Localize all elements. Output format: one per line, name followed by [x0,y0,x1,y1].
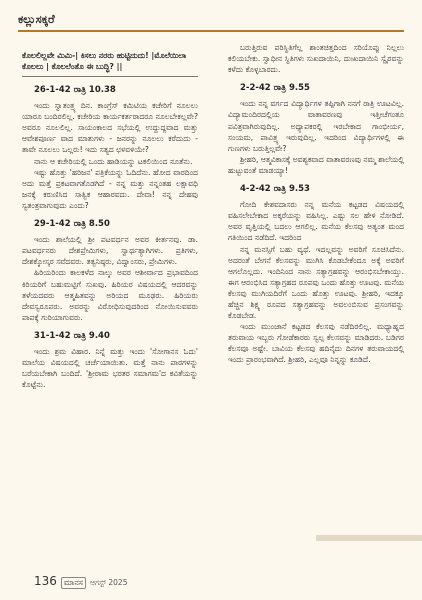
heading-divider [22,76,198,77]
entry-date: 29-1-42 ರಾತ್ರಿ 8.50 [34,219,110,230]
continued-paragraph: ಬರುತ್ತಿರುವ ಪರಿಸ್ಥಿತಿಗೆಲ್ಲ ಶಾಂತಚಿತ್ತದಿಂದ ಸರಿಯೊಪ್ಪು ನಿಲ್ಲಲು ಕಲಿಯಬೇಕು. ಸ್ವಾಧೀನ ಸ್ಥಿತಿಗಳು ಸುಖದಾಯಿನಿ, ದುಃಖದಾಯಿನಿ ಸ್ವೈರವನ್ನು ಕಳೆದು ಕೊಳ್ಳಬಾರದು. [228,43,404,75]
entry-date: 31-1-42 ರಾತ್ರಿ 9.40 [34,330,110,341]
right-column [228,42,404,366]
page-footer [34,574,127,589]
entry-paragraph: ನನ್ನ ಮನಸ್ಸಿಗೆ ಬಹು ವ್ಯಥೆ. ಇದಲ್ಲವನ್ನು ಅವರಿಗೆ ಸೂಚಿಸಿದೆನು. ಅದರಂತೆ ಬೇಗನೆ ಕೆಲಸವನ್ನು ಮುಗಿಸಿ ಕೊಡಬೇಕೆಂದೂ ಅಕ್ಕೆ ಅವರಿಗೆ ಆಗಲೊಲ್ಲದು. ಇಂದಿನಿಂದ ನಾನು ಸತ್ಯಾಗ್ರಹವನ್ನು ಆರಂಭಿಸಬೇಕಾಯ್ತು. ಈಗ ಆರಂಭಿಸಿದ ಸತ್ಯಾಗ್ರಹದ ರೂಪವು ಒಂದು ಹೊತ್ತು ಊಟವು. ಮನೆಯ ಕೆಲಸವು ಮುಗಿಯದಿರೆಗೆ ಒಂದು ಹೊತ್ತು ಊಟವು. ಶ್ರೀಹರಿ, ಇದಕ್ಕೂ ಹೆಚ್ಚಿನ ಶಿಕ್ಷ್ಯ ರೂಪದ ಸತ್ಯಾಗ್ರಹವನ್ನು ಅವಲಂಬಿಸುವ ಪ್ರಸಂಗವನ್ನು ಕೊಡಬೇಡ. [228,244,404,321]
entry-paragraph: ಇಂದು ಮುಂಜಾನೆ ಕಟ್ಟಡದ ಕೆಲಸವು ನಡೆದಿರಲಿಲ್ಲ. ಮಧ್ಯಾಹ್ನದ ತರುವಾಯ ಇಬ್ಬರು ಗೋಡೆಕಾರರು ಸ್ವಲ್ಪ ಕೆಲಸವನ್ನು ಮಾಡಿದರು. ಬಡಿಗರ ಕೆಲಸವೂ ಅಷ್ಟೇ. ಬಾವಿಯ ಕೆಲಸವು ಹದಿನೈದು ದಿನಗಳ ತರುವಾಯದಲ್ಲಿ ಇಂದು ಪ್ರಾರಂಭವಾಗಿದೆ. ಶ್ರೀಹರಿ, ಎಲ್ಲವೂ ನಿನ್ನನ್ನು ಕೂಡಿದೆ. [228,322,404,365]
entry-paragraph: ಶ್ರೀಹರಿ, ಆತ್ಮವಿಕಾಸಕ್ಕೆ ಅವಶ್ಯಕವಾದ ವಾತಾವರಣವು ನಮ್ಮ ಶಾಲೆಯಲ್ಲಿ ಹುಟ್ಟುವಂತೆ ಮಾಡಯ್ಯಾ! [228,154,404,175]
entry-paragraph: ಹಿರಿಯರಿಂದು ಕಾಲಕಳೆದ ನಾಲ್ಕು ಅವರ ಆಶೀರ್ವಾದ ಪ್ರಭಾವದಿಂದ ಕಿರಿಯರಿಗೆ ಬಹುಮಟ್ಟಿಗೆ ಸುಖವು. ಹಿರಿಯರ ವಿಷಯದಲ್ಲಿ ಆದರವನ್ನು ತಳೆಯದವರು ಆತ್ಮಹಿತವನ್ನು ಅರಿಯದ ಮೂಢರು. ಹಿರಿಯರು ದೇವಸ್ವರೂಪರು. ಅವರನ್ನು ವಿರೋಧಿಸುವುದರಿಂದ ನೋಯಿಸುವವರು ಪಾಪಕ್ಕೆ ಗುರಿಯಾಗುವರು. [22,268,198,322]
entry-date: 2-2-42 ರಾತ್ರಿ 9.55 [240,83,310,94]
magazine-logo: ಮಾನಸ [61,577,86,589]
section-title: ಕಲ್ಲುಸಕ್ಕರೆ [18,12,55,26]
page-number: 136 [34,574,57,588]
header-rule [18,30,404,32]
entry-paragraph: ಇಂದು ಶ್ರಮ ವಿಹಾರ. ನಿನ್ನೆ ಮತ್ತು ಇಂದು 'ಸೋಗಾನಸ ಓದು' ಮಾಲೆಯ ವಿಷಯದಲ್ಲಿ ಚರ್ಚೆಯಾಯಿತು. ಮತ್ತೆ ನಾನು ಪಾಠಗಳನ್ನು ಬರೆಯಬೇಕಾಗಿ ಬಂದಿದೆ. 'ಶ್ರೀರಾಮ ಭರತರ ಸಮಾಗಮ'ದ ಕವಿತೆಯನ್ನು ಕೊಟ್ಟೆನು. [22,346,198,390]
decorative-bar [316,535,422,541]
entry-date: 26-1-42 ರಾತ್ರಿ 10.38 [34,85,116,95]
quote-heading: ಕೊಲಲಿಲ್ಲವೇ ಮಿಮಿ-| ಕಿಸಲು ನರರು ಹುಟ್ಟಿದುದು! |ಮೊಲೆಯಿಲಾ ಕೊಲಲು | ಕೊಲಲೆಂತೊ ಈ ಬುದ್ಧಿ? || [22,51,187,71]
entry-paragraph: ಇಂದು ನನ್ನ ವರ್ಗದ ವಿದ್ಯಾರ್ಥಿಗಳ ತಪ್ಪಿಗಾಗಿ ನನಗೆ ರಾತ್ರಿ ಊಟವಿಲ್ಲ. ವಿದ್ಯಾಮಂದಿರದಲ್ಲಿಯ ವಾತಾವರಣವು ಇತ್ತೀಚೆಗಂತೂ ಪವಿತ್ರವಾಗಿರುವುದಿಲ್ಲ. ಅಧ್ಯಾಪಕರಲ್ಲಿ ಇರಬೇಕಾದ ಗಾಂಭೀರ್ಯ, ಸಂಯಮ, ಪಾವಿತ್ರ್ಯ ಇರುವುದಿಲ್ಲ. ಇದರಿಂದ ವಿದ್ಯಾರ್ಥಿಗಳಲ್ಲಿ ಈ ಗುಣಗಳು ಬರುತ್ತಿಲ್ಲವೇ? [228,99,404,153]
left-column [22,50,198,390]
entry-paragraph: ಇಂದು ಸ್ವಾತಂತ್ರ್ಯ ದಿನ. ಕಾಂಗ್ರೆಸ್ ಕಮಿಟಿಯ ಕಚೇರಿಗೆ ನೂಲಲು ಯಾರೂ ಬಂದಿರಲಿಲ್ಲ. ಕಚೇರಿಯ ಕಾರ್ಯಕರ್ತರಾದರೂ ನೂಲಬೇಕಲ್ಲವೇ? ಅವರೂ ನೂಲಲಿಲ್ಲ. ಸಾಯಂಕಾಲದ ಸಭೆಯಲ್ಲಿ ಉದ್ದುದ್ದವಾದ ಮತ್ತು ಆವೇಶಪೂರ್ಣ ವಾದ ಮಾತುಗಳು - ಜನರನ್ನು ನೂಲಲು ಕರೆದುದು - ತಾವೇ ನೂಲಲು ಒಲ್ಲರು! ಇದು ಸತ್ಯದ ಛಳವಳಿಯೇ? [22,101,198,155]
entry-date: 4-2-42 ರಾತ್ರಿ 9.53 [240,184,310,195]
entry-paragraph: ಗೋದಿ ಕೇಶವದಾಸರು ನನ್ನ ಮನೆಯ ಕಟ್ಟಡದ ವಿಷಯದಲ್ಲಿ ವಹಿಸಲೇಬೇಕಾದ ಅಕ್ಕರೆಯನ್ನು ವಹಿಸಿಲ್ಲ. ಎಷ್ಟು ಸಲ ಹೇಳಿ ನೋಡಿದೆ. ಅವರ ವೃತ್ತಿಯಲ್ಲಿ ಬದಲು ಆಗಲಿಲ್ಲ. ಮನೆಯ ಕೆಲಸವು ಅತ್ಯಂತ ಮಂದ ಗತಿಯಿಂದ ನಡೆದಿದೆ. ಇದರಿಂದ [228,200,404,243]
entry-paragraph: ಇಷ್ಟು ಹೊತ್ತು 'ಹರಿಜನ' ಪತ್ರಿಕೆಯನ್ನು ಓದಿದೆನು. ಹೋದ ವಾರದಿಂದ ಅದು ಮತ್ತೆ ಪ್ರಕಟವಾಗತೊಡಗಿದೆ - ನನ್ನ ಮತ್ತು ನನ್ನಂತಹ ಲಕ್ಷಾವಧಿ ಜನಕ್ಕೆ ಕರುಣಿಸಿದ ಸಾತ್ವಿಕ ಆಹಾರವದು. ದೇವಾ! ನನ್ನ ದೇಹವು ಸ್ವತಂತ್ರವಾಗುವುದು ಎಂದು? [22,167,198,210]
entry-paragraph: ನಾನು ಆ ಕಚೇರಿಯಲ್ಲಿ ಒಂದು ಹಾಡಿಯನ್ನು ಟಕಲಿಯಿಂದ ನೂತೆನು. [34,156,193,166]
page-header [18,12,404,32]
issue-date: ಆಗಸ್ಟ್ 2025 [90,578,128,587]
entry-paragraph: ಇಂದು ಶಾಲೆಯಲ್ಲಿ ಶ್ರೀ ಪಟವರ್ಧನ ಅವರ ಕೀರ್ತನವು. ಡಾ. ಪಟವರ್ಧನರು ದೇಶಪ್ರೇಮಿಗಳು, ಸ್ವಾರ್ಥತ್ಯಾಗಿಗಳು. ಪ್ರತಿಗಳು, ದೇಶಕ್ಕೋಸ್ಕರ ಸವೆದವರು. ತತ್ವನಿಷ್ಠರು, ವಿದ್ವಾಂಸರು, ಪ್ರೇಮಿಗಳು. [22,235,198,267]
